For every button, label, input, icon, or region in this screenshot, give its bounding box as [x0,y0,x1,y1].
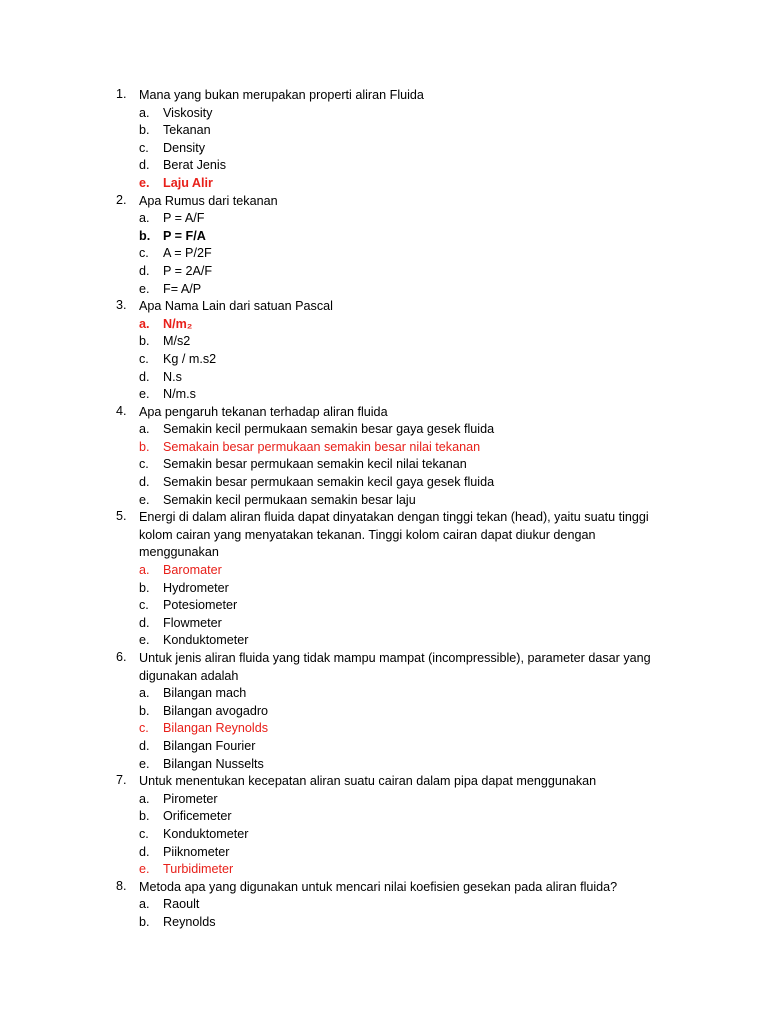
option-letter: e. [139,281,150,296]
question-1 [0,87,768,193]
option-letter: c. [139,457,149,472]
option-item [0,263,768,281]
option-text: Bilangan Fourier [163,738,256,753]
option-text: N/m₂ [163,316,193,331]
option-letter: e. [139,387,150,402]
option-item [0,492,768,510]
option-text: Konduktometer [163,826,249,841]
option-letter: b. [139,228,151,243]
option-item [0,245,768,263]
option-item [0,808,768,826]
option-letter: b. [139,439,150,454]
question-text: Apa Nama Lain dari satuan Pascal [139,299,333,314]
option-item [0,421,768,439]
question-number: 1. [116,87,127,101]
question-text: Mana yang bukan merupakan properti aliran Fluida [139,88,424,102]
option-text: Hydrometer [163,580,229,595]
option-letter: c. [139,351,149,366]
option-item [0,685,768,703]
option-item [0,140,768,158]
option-letter: c. [139,246,149,261]
option-letter: d. [139,369,150,384]
question-4 [0,404,768,510]
option-text: Berat Jenis [163,158,226,173]
option-text: Pirometer [163,791,218,806]
question-2 [0,193,768,299]
option-letter: e. [139,633,150,648]
option-text: N.s [163,369,182,384]
option-item [0,175,768,193]
option-text: Laju Alir [163,175,213,190]
option-text: Potesiometer [163,598,238,613]
option-item [0,844,768,862]
option-text: Semakin besar permukaan semakin kecil gaya gesek fluida [163,475,495,490]
option-text: Reynolds [163,914,216,929]
option-letter: b. [139,334,150,349]
question-text: Energi di dalam aliran fluida dapat dinyatakan dengan tinggi tekan (head), yaitu suatu tinggi kolom cairan yang menyatakan tekanan. Tinggi kolom cairan dapat diukur dengan menggunakan [139,510,649,560]
option-item [0,316,768,334]
option-text: Flowmeter [163,615,222,630]
option-letter: c. [139,826,149,841]
option-item [0,474,768,492]
option-letter: a. [139,686,150,701]
option-item [0,738,768,756]
option-text: P = F/A [163,228,206,243]
option-letter: e. [139,862,150,877]
option-item [0,210,768,228]
question-number: 5. [116,509,127,524]
option-letter: e. [139,492,150,507]
option-letter: d. [139,475,150,490]
question-document [0,87,768,932]
option-item [0,756,768,774]
option-text: Density [163,140,205,155]
option-letter: d. [139,158,150,173]
option-item [0,562,768,580]
question-number: 3. [116,298,127,313]
option-item [0,105,768,123]
question-text: Untuk menentukan kecepatan aliran suatu cairan dalam pipa dapat menggunakan [139,774,597,789]
option-text: Baromater [163,563,222,578]
option-text: N/m.s [163,387,196,402]
option-item [0,720,768,738]
question-number: 7. [116,773,127,788]
option-text: Semakin kecil permukaan semakin besar gaya gesek fluida [163,422,495,437]
option-letter: d. [139,738,150,753]
option-letter: a. [139,211,150,226]
question-5 [0,509,768,650]
option-letter: a. [139,422,150,437]
question-number: 4. [116,403,127,418]
option-text: Semakain besar permukaan semakin besar nilai tekanan [163,439,481,454]
option-text: Bilangan mach [163,686,247,701]
option-text: Bilangan avogadro [163,703,269,718]
option-text: Kg / m.s2 [163,351,217,366]
option-item [0,861,768,879]
option-item [0,826,768,844]
option-text: Bilangan Nusselts [163,756,264,771]
option-letter: b. [139,914,150,929]
option-letter: e. [139,756,150,771]
option-letter: b. [139,703,150,718]
option-letter: c. [139,721,149,736]
question-text: Metoda apa yang digunakan untuk mencari nilai koefisien gesekan pada aliran fluida? [139,879,618,894]
question-7 [0,773,768,879]
option-item [0,597,768,615]
option-text: Orificemeter [163,809,232,824]
option-text: Konduktometer [163,633,249,648]
option-text: M/s2 [163,334,191,349]
option-item [0,914,768,932]
option-text: P = 2A/F [163,263,213,278]
option-item [0,896,768,914]
option-item [0,228,768,246]
question-8 [0,879,768,932]
option-item [0,386,768,404]
option-text: Turbidimeter [163,862,234,877]
option-item [0,632,768,650]
option-letter: b. [139,809,150,824]
question-text: Untuk jenis aliran fluida yang tidak mampu mampat (incompressible), parameter dasar yang digunakan adalah [139,651,651,683]
option-item [0,351,768,369]
question-text: Apa Rumus dari tekanan [139,193,278,208]
option-letter: d. [139,615,150,630]
option-letter: b. [139,580,150,595]
option-text: A = P/2F [163,246,212,261]
option-letter: a. [139,105,150,120]
option-letter: c. [139,598,149,613]
option-text: Viskosity [163,105,213,120]
question-number: 8. [116,878,127,893]
option-letter: d. [139,263,150,278]
option-item [0,791,768,809]
option-item [0,615,768,633]
option-item [0,580,768,598]
option-letter: e. [139,175,150,190]
question-3 [0,298,768,404]
option-text: Semakin kecil permukaan semakin besar laju [163,492,416,507]
option-item [0,369,768,387]
option-letter: a. [139,316,150,331]
option-text: Semakin besar permukaan semakin kecil nilai tekanan [163,457,467,472]
option-text: Tekanan [163,123,211,138]
option-item [0,157,768,175]
question-number: 6. [116,650,127,664]
option-letter: c. [139,140,149,155]
option-text: Bilangan Reynolds [163,721,269,736]
option-letter: b. [139,123,150,138]
option-item [0,333,768,351]
option-letter: a. [139,791,150,806]
option-item [0,122,768,140]
option-letter: a. [139,563,150,578]
option-text: P = A/F [163,211,205,226]
option-item [0,439,768,457]
question-text: Apa pengaruh tekanan terhadap aliran fluida [139,404,388,419]
option-item [0,703,768,721]
option-text: F= A/P [163,281,202,296]
option-item [0,456,768,474]
option-text: Piiknometer [163,844,230,859]
option-text: Raoult [163,897,200,912]
question-number: 2. [116,192,127,207]
option-letter: d. [139,844,150,859]
option-item [0,281,768,299]
option-letter: a. [139,897,150,912]
question-6 [0,650,768,773]
